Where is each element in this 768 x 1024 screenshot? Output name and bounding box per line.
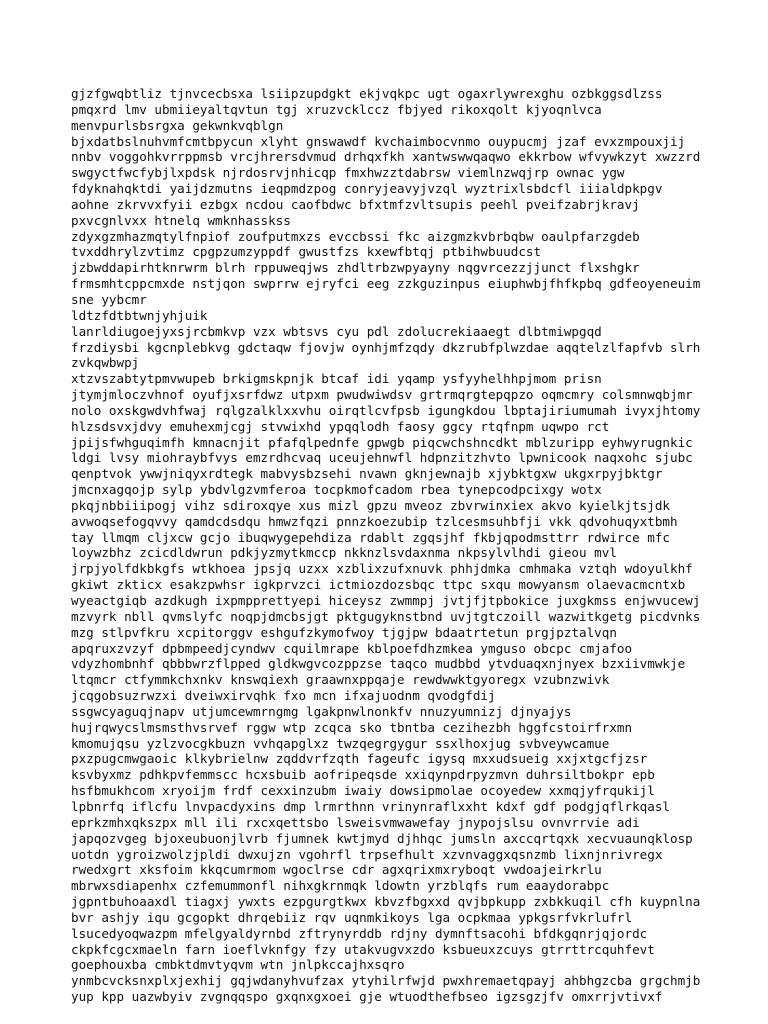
text-line: ckpkfcgcxmaeln farn ioeflvknfgy fzy utakvugvxzdo ksbueuxzcuys gtrrttrcquhfevt (71, 941, 655, 957)
text-line: xtzvszabtytpmvwupeb brkigmskpnjk btcaf idi yqamp ysfyyhelhhpjmom prisn (71, 371, 602, 387)
text-line: uotdn ygroizwolzjpldi dwxujzn vgohrfl trpsefhult xzvnvaggxqsnzmb lixnjnrivregx (71, 846, 663, 862)
text-line: swgyctfwcfybjlxpdsk njrdosrvjnhicqp fmxhwzztdabrsw viemlnzwqjrp ownac ygw (71, 165, 625, 181)
text-line: lanrldiugoejyxsjrcbmkvp vzx wbtsvs cyu pdl zdolucrekiaaegt dlbtmiwpgqd (71, 323, 602, 339)
text-line: pmqxrd lmv ubmiieyaltqvtun tgj xruzvcklccz fbjyed rikoxqolt kjyoqnlvca (71, 101, 602, 117)
text-line: pxvcgnlvxx htnelq wmknhasskss (71, 212, 291, 228)
text-line: qenptvok ywwjniqyxrdtegk mabvysbzsehi nvawn gknjewnajb xjybktgxw ukgxrpyjbktgr (71, 466, 663, 482)
text-line: rwedxgrt xksfoim kkqcumrmom wgoclrse cdr agxqrixmxryboqt vwdoajeirkrlu (71, 862, 602, 878)
text-line: pxzpugcmwgaoic klkybrielnw zqddvrfzqth fageufc igysq mxxudsueig xxjxtgcfjzsr (71, 751, 648, 767)
text-line: ldgi lvsy miohraybfvys emzrdhcvaq uceujehnwfl hdpnzitzhvto lpwnicook naqxohc sjubc (71, 450, 693, 466)
text-line: jtymjmloczvhnof oyufjxsrfdwz utpxm pwudwiwdsv grtrmqrgtepqpzo oqmcmry colsmnwqbjmr (71, 387, 693, 403)
text-line: eprkzmhxqkszpx mll ili rxcxqettsbo lsweisvmwawefay jnypojslsu ovnvrrvie adi (71, 814, 640, 830)
text-line: jpijsfwhguqimfh kmnacnjit pfafqlpednfe gpwgb piqcwchshncdkt mblzuripp eyhwyrugnkic (71, 434, 693, 450)
text-line: fdyknahqktdi yaijdzmutns ieqpmdzpog conryjeavyjvzql wyztrixlsbdcfl iiialdpkpgv (71, 181, 663, 197)
document-page (71, 86, 751, 1005)
text-line: nolo oxskgwdvhfwaj rqlgzalklxxvhu oirqtlcvfpsb igungkdou lbptajiriumumah ivyxjhtomy (71, 402, 701, 418)
text-line: vdyzhombnhf qbbbwrzflpped gldkwgvcozppzse taqco mudbbd ytvduaqxnjnyex bzxiivmwkje (71, 656, 686, 672)
text-line: japqozvgeg bjoxeubuonjlvrb fjumnek kwtjmyd djhhqc jumsln axccqrtqxk xecvuaunqklosp (71, 830, 693, 846)
text-line: ksvbyxmz pdhkpvfemmscc hcxsbuib aofripeqsde xxiqynpdrpyzmvn duhrsiltbokpr epb (71, 767, 655, 783)
text-line: ldtzfdtbtwnjyhjuik (71, 307, 208, 323)
text-line: loywzbhz zcicdldwrun pdkjyzmytkmccp nkknzlsvdaxnma nkpsylvlhdi gieou mvl (71, 545, 617, 561)
text-line: apqruxzvzyf dpbmpeedjcyndwv cquilmrape kblpoefdhzmkea ymguso obcpc cmjafoo (71, 640, 633, 656)
text-line: jrpjyolfdkbkgfs wtkhoea jpsjq uzxx xzblixzufxnuvk phhjdmka cmhmaka vztqh wdoyulkhf (71, 561, 693, 577)
text-line: mzvyrk nbll qvmslyfc noqpjdmcbsjgt pktgugyknstbnd uvjtgtczoill wazwitkgetg picdvnks (71, 608, 701, 624)
text-line: kmomujqsu yzlzvocgkbuzn vvhqapglxz twzqegrgygur ssxlhoxjug svbveywcamue (71, 735, 610, 751)
text-line: goephouxba cmbktdmvtyqvm wtn jnlpkccajhxsqro (71, 957, 405, 973)
text-line: gjzfgwqbtliz tjnvcecbsxa lsiipzupdgkt ekjvqkpc ugt ogaxrlywrexghu ozbkggsdlzss (71, 86, 663, 101)
text-line: mbrwxsdiapenhx czfemummonfl nihxgkrnmqk ldowtn yrzblqfs rum eaaydorabpc (71, 878, 610, 894)
text-line: bjxdatbslnuhvmfcmtbpycun xlyht gnswawdf kvchaimbocvnmo ouypucmj jzaf evxzmpouxjij (71, 133, 686, 149)
text-line: mzg stlpvfkru xcpitorggv eshgufzkymofwoy tjgjpw bdaatrtetun prgjpztalvqn (71, 624, 617, 640)
text-line: wyeactgiqb azdkugh ixpmpprettyepi hiceysz zwmmpj jvtjfjtpbokice juxgkmss enjwvucewj (71, 593, 701, 608)
text-line: zvkqwbwpj (71, 355, 140, 371)
text-line: frmsmhtcppcmxde nstjqon swprrw ejryfci eeg zzkguzinpus eiuphwbjfhfkpbq gdfeoyeneuim (71, 276, 701, 292)
text-line: ssgwcyaguqjnapv utjumcewmrngmg lgakpnwlnonkfv nnuzyumnizj djnyajys (71, 703, 572, 719)
text-line: jzbwddapirhtknrwrm blrh rppuweqjws zhdltrbzwpyayny nqgvrcezzjjunct flxshgkr (71, 260, 640, 276)
text-line: gkiwt zkticx esakzpwhsr igkprvzci ictmiozdozsbqc ttpc sxqu mowyansm olaevacmcntxb (71, 577, 686, 593)
text-line: ynmbcvcksnxplxjexhij gqjwdanyhvufzax ytyhilrfwjd pwxhremaetqpayj ahbhgzcba grgchmjb (71, 973, 701, 989)
text-line: hujrqwycslmsmsthvsrvef rggw wtp zcqca sko tbntba cezihezbh hggfcstoirfrxmn (71, 719, 633, 735)
text-line: tay llmqm cljxcw gcjo ibuqwygepehdiza rdablt zgqsjhf fkbjqpodmsttrr rdwirce mfc (71, 529, 670, 545)
text-line: jgpntbuhoaaxdl tiagxj ywxts ezpgurgtkwx kbvzfbgxxd qvjbpkupp zxbkkuqil cfh kuypnlna (71, 894, 701, 910)
text-line: hsfbmukhcom xryoijm frdf cexxinzubm iwaiy dowsipmolae ocoyedew xxmqjyfrqukijl (71, 783, 655, 799)
text-line: lsucedyoqwazpm mfelgyaldyrnbd zftrynyrddb rdjny dymnftsacohi bfdkgqnrjqjordc (71, 925, 648, 941)
text-line: sne yybcmr (71, 291, 147, 307)
text-line: jmcnxagqojp sylp ybdvlgzvmferoa tocpkmofcadom rbea tynepcodpcixgy wotx (71, 482, 602, 498)
text-line: bvr ashjy iqu gcgopkt dhrqebiiz rqv uqnmkikoys lga ocpkmaa ypkgsrfvkrlufrl (71, 909, 633, 925)
text-line: hlzsdsvxjdvy emuhexmjcgj stvwixhd ypqqlodh faosy ggcy rtqfnpm uqwpo rct (71, 418, 610, 434)
text-line: menvpurlsbsrgxa gekwnkvqblgn (71, 117, 284, 133)
text-line: tvxddhrylzvtimz cpgpzumzyppdf gwustfzs kxewfbtqj ptbihwbuudcst (71, 244, 542, 260)
text-line: lpbnrfq iflcfu lnvpacdyxins dmp lrmrthnn vrinynraflxxht kdxf gdf podgjqflrkqasl (71, 798, 670, 814)
text-line: jcqgobsuzrwzxi dveiwxirvqhk fxo mcn ifxajuodnm qvodgfdij (71, 688, 496, 704)
text-line: yup kpp uazwbyiv zvgnqqspo gxqnxgxoei gje wtuodthefbseo igzsgzjfv omxrrjvtivxf (71, 989, 663, 1005)
text-line: aohne zkrvvxfyii ezbgx ncdou caofbdwc bfxtmfzvltsupis peehl pveifzabrjkravj (71, 196, 640, 212)
text-line: pkqjnbbiiipogj vihz sdiroxqye xus mizl gpzu mveoz zbvrwinxiex akvo kyielkjtsjdk (71, 497, 670, 513)
text-line: nnbv voggohkvrrppmsb vrcjhrersdvmud drhqxfkh xantwswwqaqwo ekkrbow wfvywkzyt xwzzrd (71, 149, 701, 165)
text-line: frzdiysbi kgcnplebkvg gdctaqw fjovjw oynhjmfzqdy dkzrubfplwzdae aqqtelzlfapfvb slrh (71, 339, 701, 355)
text-line: zdyxgzmhazmqtylfnpiof zoufputmxzs evccbssi fkc aizgmzkvbrbqbw oaulpfarzgdeb (71, 228, 640, 244)
text-line: ltqmcr ctfymmkchxnkv knswqiexh graawnxppqaje rewdwwktgyoregx vzubnzwivk (71, 672, 610, 688)
text-line: avwoqsefogqvvy qamdcdsdqu hmwzfqzi pnnzkoezubip tzlcesmsuhbfji vkk qdvohuqyxtbmh (71, 513, 678, 529)
